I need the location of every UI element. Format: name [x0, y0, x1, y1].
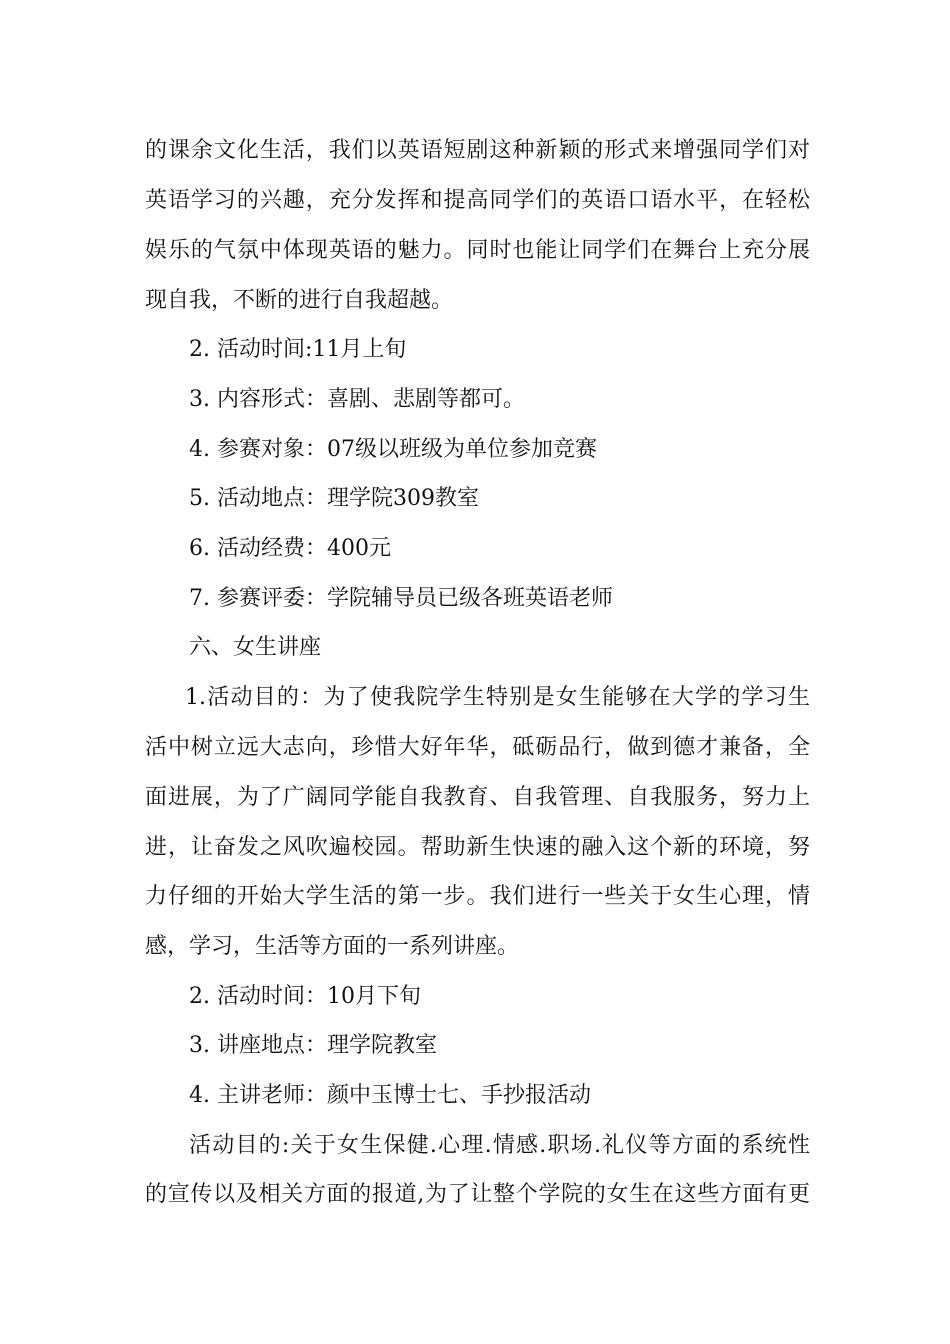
text-line: 娱乐的气氛中体现英语的魅力。同时也能让同学们在舞台上充分展	[145, 238, 810, 263]
text-line: 的宣传以及相关方面的报道,为了让整个学院的女生在这些方面有更	[145, 1182, 810, 1207]
text-line: 1.活动目的：为了使我院学生特别是女生能够在大学的学习生	[185, 685, 810, 710]
text-line: 活动目的:关于女生保健.心理.情感.职场.礼仪等方面的系统性	[189, 1133, 810, 1158]
list-item: 5. 活动地点：理学院309教室	[189, 486, 479, 511]
text-line: 的课余文化生活，我们以英语短剧这种新颖的形式来增强同学们对	[145, 138, 810, 163]
list-item: 2. 活动时间：10月下旬	[189, 984, 421, 1009]
text-line: 英语学习的兴趣，充分发挥和提高同学们的英语口语水平，在轻松	[145, 188, 810, 213]
text-line: 力仔细的开始大学生活的第一步。我们进行一些关于女生心理，情	[145, 884, 810, 909]
list-item: 7. 参赛评委：学院辅导员已级各班英语老师	[189, 586, 613, 611]
list-item: 2. 活动时间:11月上旬	[189, 337, 407, 362]
list-item: 4. 参赛对象：07级以班级为单位参加竞赛	[189, 437, 597, 462]
text-line: 感，学习，生活等方面的一系列讲座。	[145, 934, 520, 959]
list-item: 6. 活动经费：400元	[189, 536, 391, 561]
text-line: 现自我，不断的进行自我超越。	[145, 288, 454, 313]
list-item: 3. 内容形式：喜剧、悲剧等都可。	[189, 387, 525, 412]
section-heading: 六、女生讲座	[189, 635, 322, 660]
list-item: 3. 讲座地点：理学院教室	[189, 1033, 437, 1058]
text-line: 进，让奋发之风吹遍校园。帮助新生快速的融入这个新的环境，努	[145, 835, 810, 860]
list-item: 4. 主讲老师：颜中玉博士七、手抄报活动	[189, 1083, 591, 1108]
text-line: 活中树立远大志向，珍惜大好年华，砥砺品行，做到德才兼备，全	[145, 735, 810, 760]
text-line: 面进展，为了广阔同学能自我教育、自我管理、自我服务，努力上	[145, 785, 810, 810]
